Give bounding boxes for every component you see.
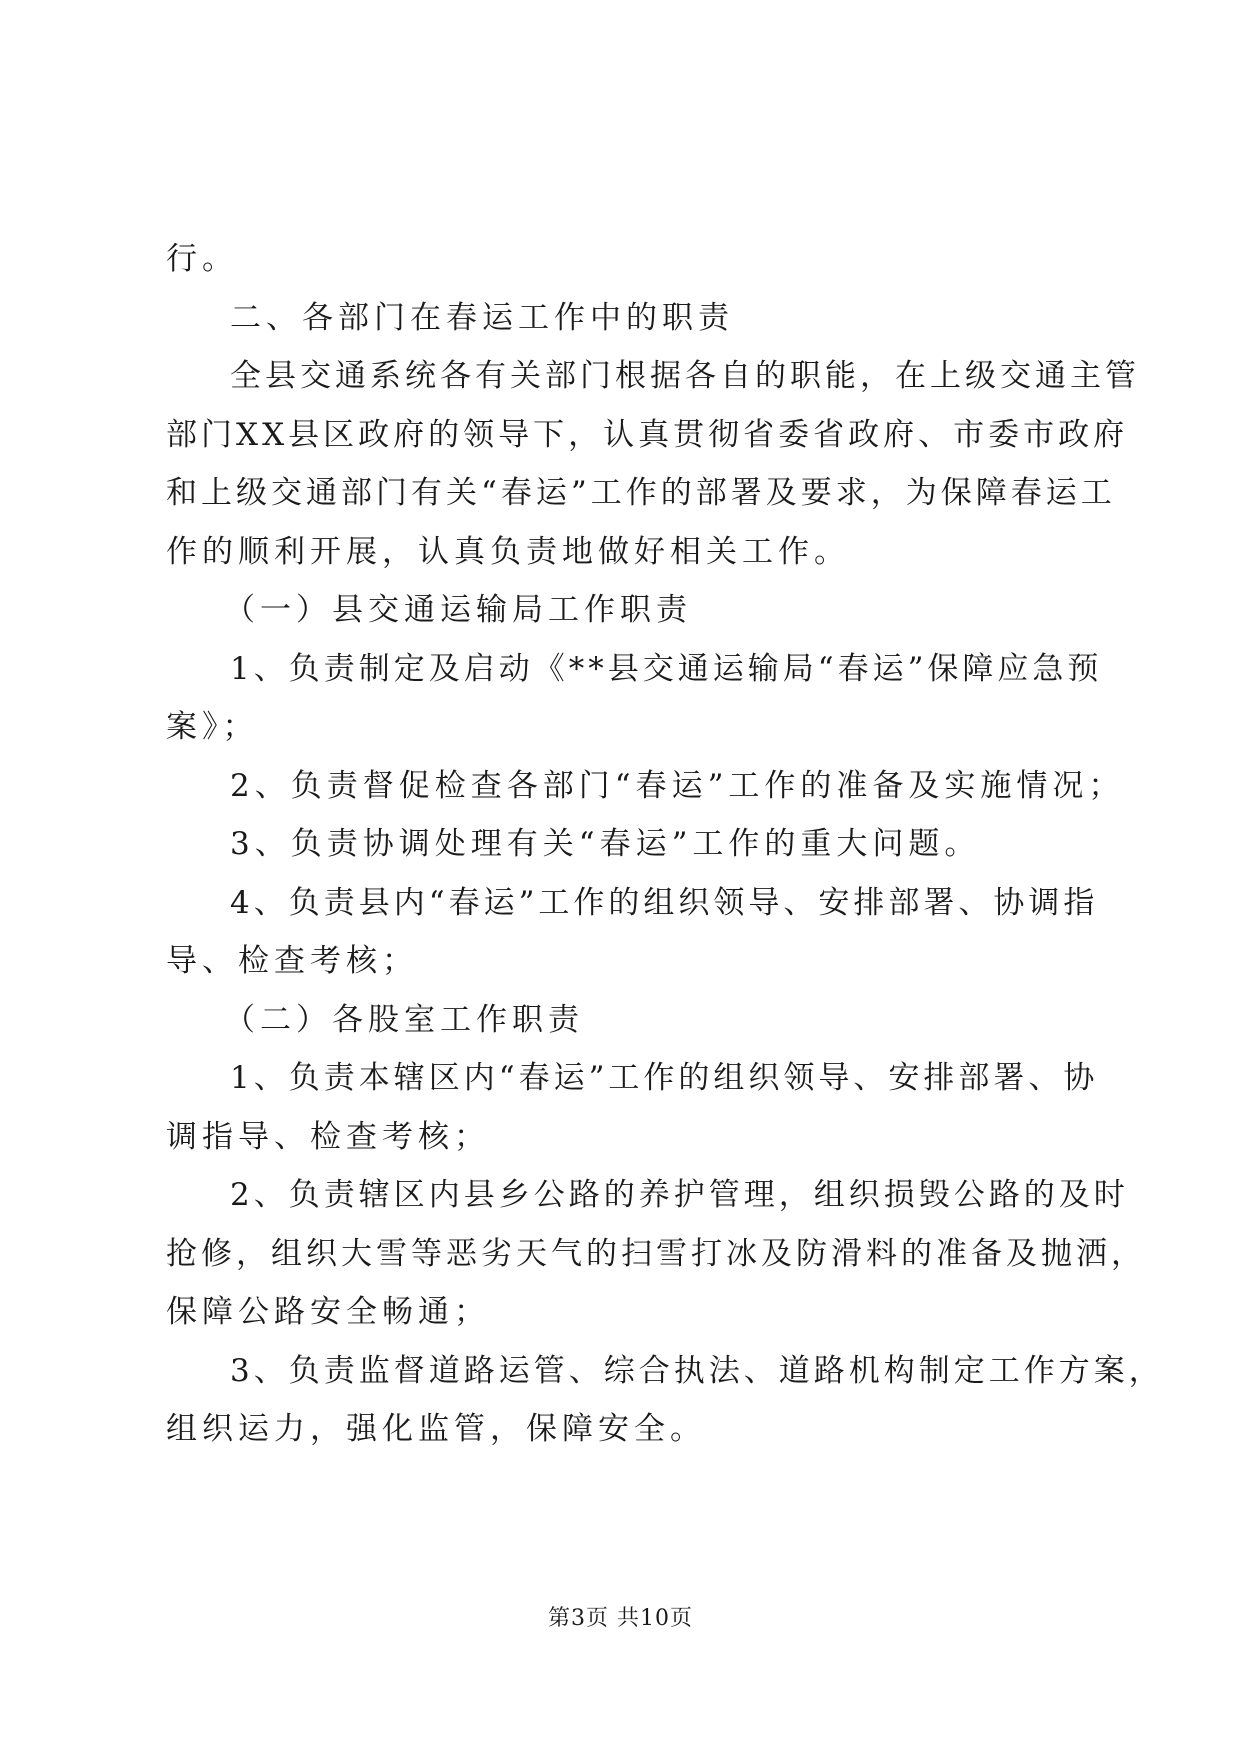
text-line: 1、负责制定及启动《**县交通运输局“春运”保障应急预 xyxy=(230,650,1103,687)
text-line: 4、负责县内“春运”工作的组织领导、安排部署、协调指 xyxy=(230,884,1099,921)
text-line: 调指导、检查考核； xyxy=(166,1118,490,1155)
text-line: 组织运力，强化监管，保障安全。 xyxy=(166,1411,706,1447)
text-line: 抢修，组织大雪等恶劣天气的扫雪打冰及防滑料的准备及抛洒， xyxy=(166,1235,1146,1272)
text-line: 行。 xyxy=(166,241,238,277)
text-line: 部门XX县区政府的领导下，认真贯彻省委省政府、市委市政府 xyxy=(166,416,1129,453)
text-line: 2、负责辖区内县乡公路的养护管理，组织损毁公路的及时 xyxy=(230,1177,1129,1213)
text-line: 1、负责本辖区内“春运”工作的组织领导、安排部署、协 xyxy=(230,1060,1099,1096)
subsection-heading: （一）县交通运输局工作职责 xyxy=(224,592,692,628)
text-line: 案》； xyxy=(166,709,259,745)
text-line: 2、负责督促检查各部门“春运”工作的准备及实施情况； xyxy=(230,767,1125,804)
text-line: 保障公路安全畅通； xyxy=(166,1294,490,1330)
text-line: 和上级交通部门有关“春运”工作的部署及要求，为保障春运工 xyxy=(166,475,1116,511)
subsection-heading: （二）各股室工作职责 xyxy=(224,1001,584,1038)
text-line: 导、检查考核； xyxy=(166,943,418,979)
page-footer: 第3页 共10页 xyxy=(548,1606,693,1631)
text-line: 作的顺利开展，认真负责地做好相关工作。 xyxy=(166,533,850,570)
text-line: 3、负责协调处理有关“春运”工作的重大问题。 xyxy=(230,826,981,862)
document-body xyxy=(166,230,1164,1459)
text-line: 3、负责监督道路运管、综合执法、道路机构制定工作方案， xyxy=(230,1352,1164,1389)
text-line: 全县交通系统各有关部门根据各自的职能，在上级交通主管 xyxy=(230,358,1140,394)
section-heading: 二、各部门在春运工作中的职责 xyxy=(230,299,734,336)
